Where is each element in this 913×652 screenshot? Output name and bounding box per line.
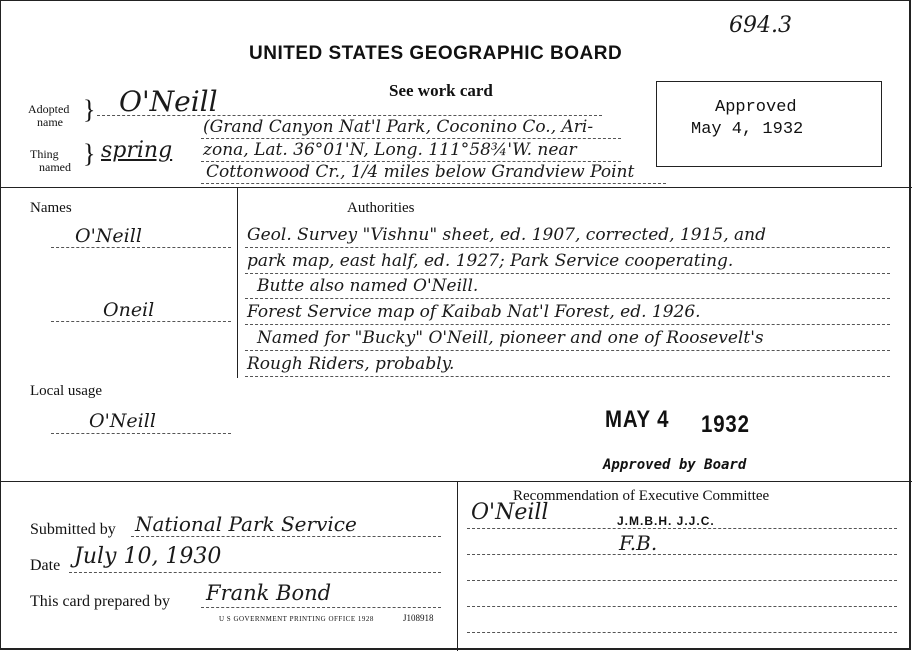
recommendation-line-4 <box>467 606 897 607</box>
local-usage-label: Local usage <box>30 383 103 399</box>
names-header: Names <box>30 200 72 216</box>
adopted-name-underline <box>97 115 602 116</box>
thing-brace: } <box>83 139 96 168</box>
adopted-name-value: O'Neill <box>119 85 218 118</box>
board-stamp-date: MAY 4 <box>605 406 670 433</box>
names-column-divider <box>237 188 238 378</box>
thing-label-line1: Thing <box>30 147 59 161</box>
name-entry-2: Oneil <box>103 299 155 321</box>
authority-line-6: Rough Riders, probably. <box>247 354 455 374</box>
authorities-header: Authorities <box>347 200 415 216</box>
date-underline <box>69 572 441 573</box>
name-entry-1-underline <box>51 247 231 248</box>
prepared-underline <box>201 607 441 608</box>
authority-line-3: Butte also named O'Neill. <box>257 276 479 296</box>
committee-mark: F.B. <box>619 531 658 555</box>
local-usage-value: O'Neill <box>89 410 156 432</box>
authority-line-2: park map, east half, ed. 1927; Park Service cooperating. <box>247 251 734 271</box>
recommendation-line-3 <box>467 580 897 581</box>
recommendation-divider <box>457 482 458 651</box>
thing-description-line3: Cottonwood Cr., 1/4 miles below Grandview Point <box>206 162 635 182</box>
recommendation-line-5 <box>467 632 897 633</box>
approval-label: Approved <box>715 98 797 117</box>
recommendation-value: O'Neill <box>471 500 549 525</box>
thing-underline-1 <box>201 138 621 139</box>
authority-underline-2 <box>245 273 890 274</box>
prepared-value: Frank Bond <box>206 581 332 605</box>
adopted-label-line2: name <box>37 115 63 129</box>
thing-description-line1: (Grand Canyon Nat'l Park, Coconino Co., Ari- <box>203 117 594 137</box>
approved-by-board-stamp: Approved by Board <box>603 457 747 473</box>
name-entry-1: O'Neill <box>75 225 142 247</box>
thing-label-line2: named <box>39 160 71 174</box>
approval-date: May 4, 1932 <box>691 120 804 139</box>
form-number: J108918 <box>403 613 434 623</box>
approval-box <box>656 81 882 167</box>
date-value: July 10, 1930 <box>74 544 222 569</box>
catalog-number: 694.3 <box>729 13 792 38</box>
printing-office-imprint: U S GOVERNMENT PRINTING OFFICE 1928 <box>219 615 374 623</box>
board-title: UNITED STATES GEOGRAPHIC BOARD <box>249 43 623 64</box>
authority-underline-1 <box>245 247 890 248</box>
thing-description-line2: zona, Lat. 36°01'N, Long. 111°58¾'W. near <box>203 140 577 160</box>
recommendation-heading: Recommendation of Executive Committee <box>513 488 770 504</box>
authority-underline-4 <box>245 324 890 325</box>
thing-named-value: spring <box>101 138 173 163</box>
local-usage-underline <box>51 433 231 434</box>
authority-line-1: Geol. Survey "Vishnu" sheet, ed. 1907, corrected, 1915, and <box>247 225 767 245</box>
header-separator <box>1 187 912 188</box>
authority-underline-5 <box>245 350 890 351</box>
prepared-label: This card prepared by <box>30 593 170 610</box>
thing-underline-3 <box>201 183 666 184</box>
thing-underline-2 <box>201 161 621 162</box>
recommendation-line-1 <box>467 528 897 529</box>
authority-underline-3 <box>245 298 890 299</box>
submitted-underline <box>131 536 441 537</box>
adopted-brace: } <box>83 95 96 124</box>
see-work-card-stamp: See work card <box>389 81 493 100</box>
submitted-value: National Park Service <box>135 512 357 536</box>
authority-underline-6 <box>245 376 890 377</box>
board-stamp-year: 1932 <box>701 411 750 438</box>
authority-line-4: Forest Service map of Kaibab Nat'l Forest, ed. 1926. <box>247 302 701 322</box>
date-label: Date <box>30 557 61 574</box>
name-entry-2-underline <box>51 321 231 322</box>
adopted-label-line1: Adopted <box>28 102 70 116</box>
committee-initials-stamp: J.M.B.H. J.J.C. <box>617 514 715 528</box>
recommendation-line-2 <box>467 554 897 555</box>
submitted-label: Submitted by <box>30 521 116 538</box>
authority-line-5: Named for "Bucky" O'Neill, pioneer and one of Roosevelt's <box>257 328 764 348</box>
